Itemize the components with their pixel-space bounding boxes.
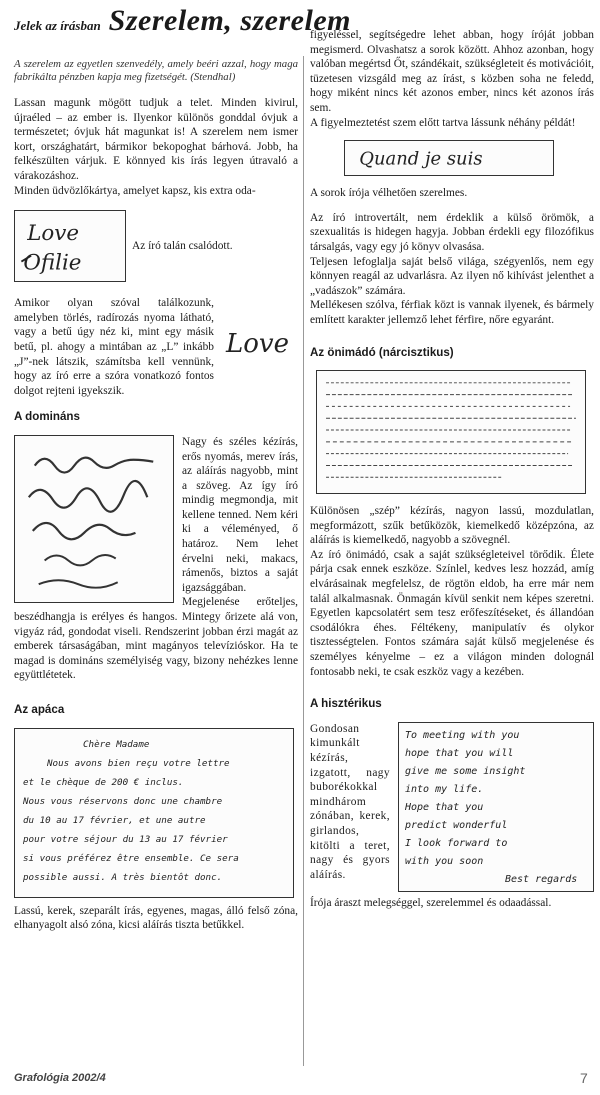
nun-line: Nous avons bien reçu votre lettre — [47, 757, 230, 769]
intro-paragraph-2: Minden üdvözlőkártya, amelyet kapsz, kis extra oda- — [14, 184, 256, 197]
handwriting-image — [317, 371, 585, 493]
handwriting-sample-love-ofilie — [14, 210, 126, 282]
hysteric-line: give me some insight — [405, 765, 526, 777]
nun-line: du 10 au 17 février, et une autre — [23, 814, 206, 826]
section-heading-hysteric: A hisztérikus — [310, 697, 382, 711]
hysteric-line: To meeting with you — [405, 729, 520, 741]
warning-paragraph: A figyelmeztetést szem előtt tartva lássunk néhány példát! — [310, 116, 576, 129]
dominant-paragraph: Nagy és széles kézírás, erős nyomás, merev írás, az aláírás nagyobb, mint a szöveg. Az így író mindig megmondja, mit kellene tenned. Nem kéri ki a véleményed, ő határoz. Nem lehet érvelni neki, makacs, rámenős, biztos a saját igazsággában. Megjelenése erőteljes, beszédhangja is erélyes és hangos. Mintegy őrizete alá von, vigyáz rád, gondodat viseli. Rendszerint jobban érzi magát az emberek társaságában, mint magányos televízióskor. Ha te magad is domináns személyiség vagy, bizony nehézkes lenne együttlétetek. — [14, 435, 298, 682]
hysteric-line: Best regards — [505, 873, 578, 885]
sample-phrase: Quand je suis — [359, 148, 483, 170]
hysteric-line: predict wonderful — [405, 819, 508, 831]
handwriting-sample-dominant — [14, 435, 174, 603]
section-heading-narcissist: Az önimádó (nárcisztikus) — [310, 345, 454, 359]
hysteric-letter — [405, 727, 587, 889]
handwriting-image — [15, 436, 173, 602]
sample-caption: Az író talán csalódott. — [132, 239, 233, 252]
hysteric-line: into my life. — [405, 783, 484, 795]
nun-line: si vous préférez être ensemble. Ce sera — [23, 852, 239, 864]
nun-paragraph: Lassú, kerek, szeparált írás, egyenes, magas, álló felső zóna, elhanyagolt alsó zóna, kicsi aláírás tiszta betűkkel. — [14, 904, 298, 932]
handwriting-image — [15, 211, 125, 281]
erasure-paragraph: Amikor olyan szóval találkozunk, amelyben törlés, radírozás nyoma látható, vagy a betű úgy néz ki, mint egy másik betű, pl. ahogy a mintában az „L” inkább „J”-nek látszik, számítsba kell vennünk, hogy az író erre a szóra vonatkozó fontos dolgot rejteni igyekszik. — [14, 297, 214, 397]
nun-line: possible aussi. A très bientôt donc. — [23, 871, 223, 883]
nun-line: pour votre séjour du 13 au 17 février — [23, 833, 228, 845]
left-column — [14, 58, 298, 933]
narcissist-description: Különösen „szép” kézírás, nagyon lassú, mozdulatlan, megformázott, szűk betűközök, kiemelkedő középzóna, az aláírás is kiemelkedő, nagyobb a szövegnél. — [310, 505, 594, 547]
sample-word-ofilie: Ofilie — [23, 250, 82, 276]
narcissist-paragraph: Az író önimádó, csak a saját szükségleteivel törődik. Élete párja csak ennek eszköze. Színlel, kedves lesz hozzád, amíg elvárásainak megfelelsz, de rögtön eldob, ha erre már nem talál alkalmasnak. Önmagán kívül senkit nem képes szeretni. Egyetlen kapcsolatért sem tesz erőfeszítéseket, és állandóan csodálókra éhes. Féltékeny, manipulatív és olykor tisztességtelen. Fontos számára saját külső megjelenése és személyes kényelme – ez a világon minden dolognál fontosabb neki, te csak eszköz vagy a kezében. — [310, 548, 594, 678]
footer-issue: Grafológia 2002/4 — [14, 1072, 106, 1084]
handwriting-image — [345, 141, 553, 175]
hysteric-block — [310, 722, 594, 911]
handwriting-image — [222, 306, 298, 372]
nun-line: Chère Madame — [83, 738, 150, 750]
section-heading-dominant: A domináns — [14, 410, 80, 424]
nun-line: et le chèque de 200 € inclus. — [23, 776, 184, 788]
handwriting-sample-love-2 — [222, 306, 298, 372]
intro-paragraph: Lassan magunk mögött tudjuk a telet. Minden kivirul, újraéled – az ember is. Ilyenkor különös gonddal óvjuk a természetet; óvjuk hát magunkat is! A szerelem nem ismer kort, országhatárt, bármikor bekopoghat bárhová. Jobb, ha felkészülten várjuk. E könnyed kis írás legyen útravaló a várakozáshoz. — [14, 97, 298, 182]
handwriting-sample-hysteric — [398, 722, 594, 892]
handwriting-sample-nun — [14, 728, 294, 898]
section-heading-nun: Az apáca — [14, 703, 65, 716]
hysteric-line: Hope that you — [405, 801, 484, 813]
hysteric-line: hope that you will — [405, 747, 514, 759]
dominant-block — [14, 435, 298, 683]
right-column — [310, 28, 594, 910]
series-title: Jelek az írásban — [14, 18, 101, 33]
inner-world-paragraph: Teljesen lefoglalja saját belső világa, szégyenlős, nem egy könnyen reagál az udvarlásra. Az ilyen nő kihívást jelenthet a „vadászok” számára. — [310, 255, 594, 297]
hysteric-line: I look forward to — [405, 837, 508, 849]
hysteric-line: with you soon — [405, 855, 484, 867]
hysteric-paragraph: Gondosan kimunkált kézírás, izgatott, nagy buborékokkal mindhárom zónában, kerek, girlandos, kitölti a teret, nagy és gyors aláírás. — [310, 722, 390, 881]
lover-paragraph: A sorok írója vélhetően szerelmes. — [310, 187, 468, 200]
continuation-paragraph: figyeléssel, segítségedre lehet abban, hogy íróját jobban megismerd. Olvashatsz a sorok között. Ahhoz azonban, hogy valóban megértsd Őt, szándékait, szükségleteit és motivációit, tüzetesen vizsgáld meg az írást, s közben soha ne feledd, hogy miként nincs két azonos ember, nincs két azonos írás sem. — [310, 29, 594, 114]
column-divider — [303, 56, 304, 1066]
epigraph-quote: A szerelem az egyetlen szenvedély, amely beéri azzal, hogy maga fabrikálta pénzben kapja meg fizetségét. (Stendhal) — [14, 58, 298, 83]
aside-paragraph: Mellékesen szólva, férfiak közt is vannak ilyenek, és bármely említett karakter jellemző lehet férfire, nőre egyaránt. — [310, 299, 594, 326]
introvert-paragraph: Az író introvertált, nem érdeklik a külső örömök, a szexualitás is hidegen hagyja. Jobban érdekli egy filozófikus társalgás, vagy egy jó könyv olvasása. — [310, 211, 594, 253]
handwriting-sample-narcissist — [316, 370, 586, 494]
handwriting-sample-quand — [344, 140, 554, 176]
sample-word-love: Love — [226, 329, 289, 360]
hysteric-summary: Írója áraszt melegséggel, szerelemmel és odaadással. — [310, 896, 552, 909]
sample-love-block — [14, 210, 298, 282]
article-title: Szerelem, szerelem — [108, 4, 351, 37]
page-header — [14, 4, 351, 38]
sample-erasure-block — [14, 296, 298, 398]
sample-word-love: Love — [27, 221, 80, 247]
nun-line: Nous vous réservons donc une chambre — [23, 795, 223, 807]
nun-letter — [23, 735, 285, 887]
page-number: 7 — [580, 1070, 588, 1086]
